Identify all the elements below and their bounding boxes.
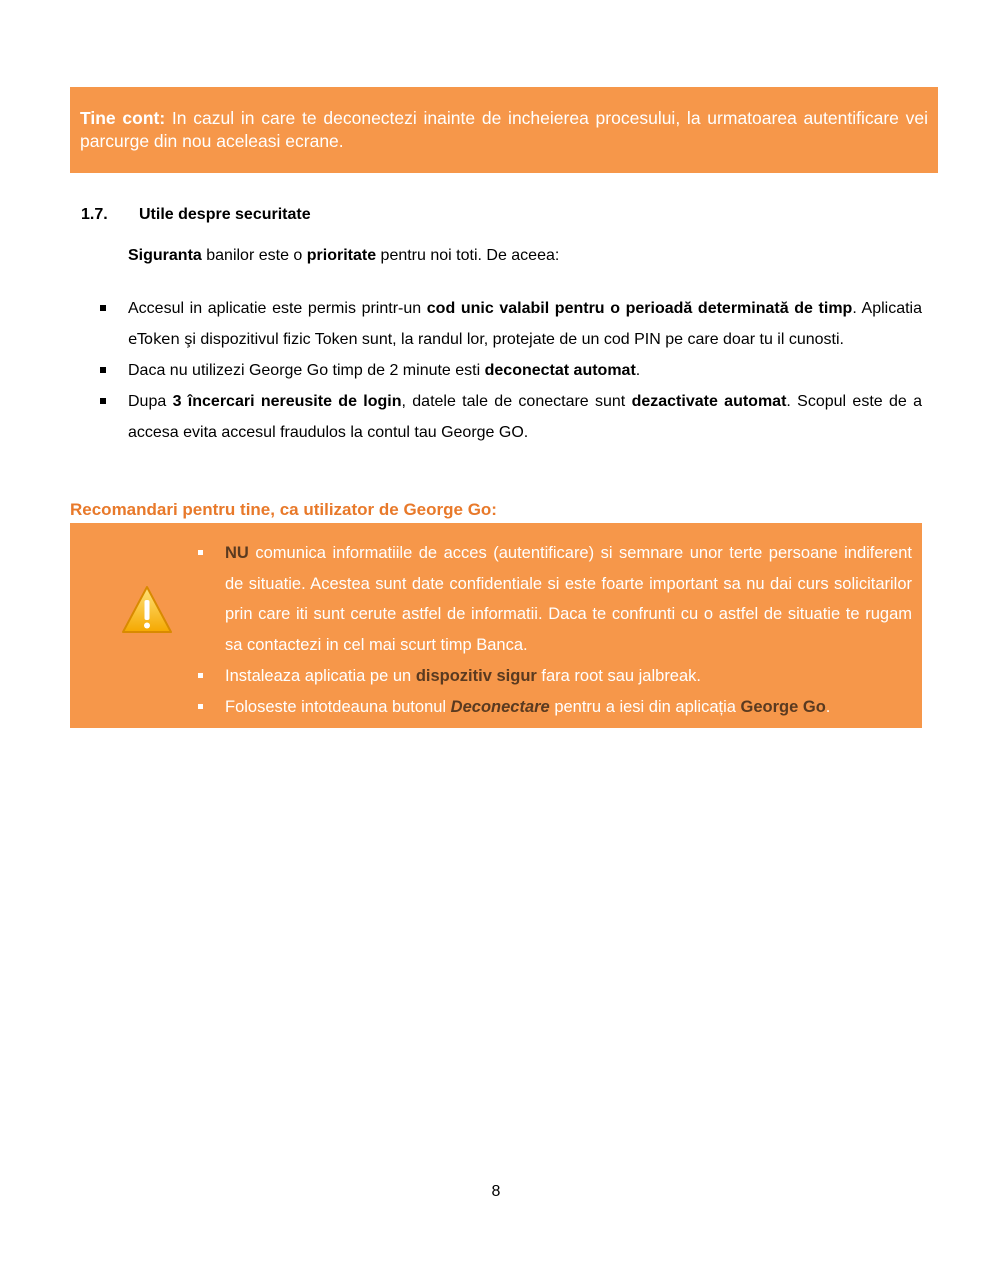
square-bullet-icon bbox=[100, 367, 106, 373]
bullet-text: Accesul in aplicatie este permis printr-un bbox=[128, 300, 427, 317]
square-bullet-icon bbox=[198, 673, 203, 678]
reco-text: comunica informatiile de acces (autentificare) si semnare unor terte persoane indiferent de situatie. Acestea sunt date confidentiale si este foarte important sa nu dai curs solicitarilor prin care iti sunt cerute astfel de informatii. Daca te confrunti cu o astfel de situatie te rugam sa contactezi in cel mai scurt timp Banca. bbox=[225, 544, 912, 655]
security-bullet-list bbox=[98, 293, 922, 448]
note-label: Tine cont: bbox=[80, 108, 166, 128]
square-bullet-icon bbox=[198, 704, 203, 709]
list-item bbox=[98, 355, 922, 386]
reco-text: . bbox=[825, 697, 831, 716]
reco-text: pentru a iesi din aplicația bbox=[549, 697, 741, 716]
bullet-text: Dupa bbox=[128, 393, 173, 410]
bullet-bold: dezactivate automat bbox=[631, 393, 787, 410]
bullet-text: şi dispozitivul fizic Token sunt, la randul lor, protejate de un cod PIN pe care doar tu il cunosti. bbox=[179, 331, 844, 348]
bullet-text: Daca nu utilizezi George Go timp de 2 minute esti bbox=[128, 362, 485, 379]
bullet-text: . bbox=[635, 362, 641, 379]
intro-bold-prioritate: prioritate bbox=[306, 247, 377, 264]
intro-text: pentru noi toti. De aceea: bbox=[376, 247, 560, 264]
page-number: 8 bbox=[491, 1183, 501, 1200]
recommendations-heading: Recomandari pentru tine, ca utilizator de George Go: bbox=[70, 500, 497, 519]
list-item bbox=[98, 386, 922, 448]
bullet-bold: deconectat automat bbox=[484, 362, 636, 379]
list-item bbox=[196, 661, 912, 692]
reco-bold: NU bbox=[225, 544, 249, 562]
section-number: 1.7. bbox=[81, 206, 108, 223]
section-title: Utile despre securitate bbox=[139, 206, 311, 223]
warning-icon bbox=[121, 584, 173, 636]
square-bullet-icon bbox=[100, 398, 106, 404]
square-bullet-icon bbox=[198, 550, 203, 555]
list-item bbox=[196, 538, 912, 661]
reco-bold-italic: Deconectare bbox=[450, 697, 550, 716]
tine-cont-note bbox=[70, 87, 938, 173]
bullet-text: , datele tale de conectare sunt bbox=[401, 393, 632, 410]
bullet-text: . Aplicatia bbox=[852, 300, 922, 317]
recommendations-box bbox=[70, 523, 922, 728]
square-bullet-icon bbox=[100, 305, 106, 311]
bullet-bold: 3 încercari nereusite de login bbox=[172, 393, 402, 410]
reco-bold: dispozitiv sigur bbox=[415, 666, 537, 685]
intro-text: banilor este o bbox=[201, 247, 307, 264]
note-text: In cazul in care te deconectezi inainte de incheierea procesului, la urmatoarea autentificare vei parcurge din nou aceleasi ecrane. bbox=[80, 108, 928, 151]
reco-text: fara root sau jalbreak. bbox=[536, 666, 701, 685]
bullet-bold: cod unic valabil pentru o perioadă determinată de timp bbox=[426, 300, 853, 317]
reco-bold: George Go bbox=[740, 697, 826, 716]
etoken-text: eToken bbox=[128, 330, 180, 348]
list-item bbox=[196, 692, 912, 723]
intro-bold-siguranta: Siguranta bbox=[128, 247, 202, 264]
reco-text: Instaleaza aplicatia pe un bbox=[225, 666, 416, 685]
recommendations-list bbox=[196, 538, 912, 722]
section-intro bbox=[128, 247, 559, 265]
bullet-text: . Scopul este de a accesa evita accesul fraudulos la contul tau George GO. bbox=[128, 393, 922, 441]
list-item bbox=[98, 293, 922, 355]
reco-text: Foloseste intotdeauna butonul bbox=[225, 697, 451, 716]
section-heading bbox=[81, 206, 311, 224]
